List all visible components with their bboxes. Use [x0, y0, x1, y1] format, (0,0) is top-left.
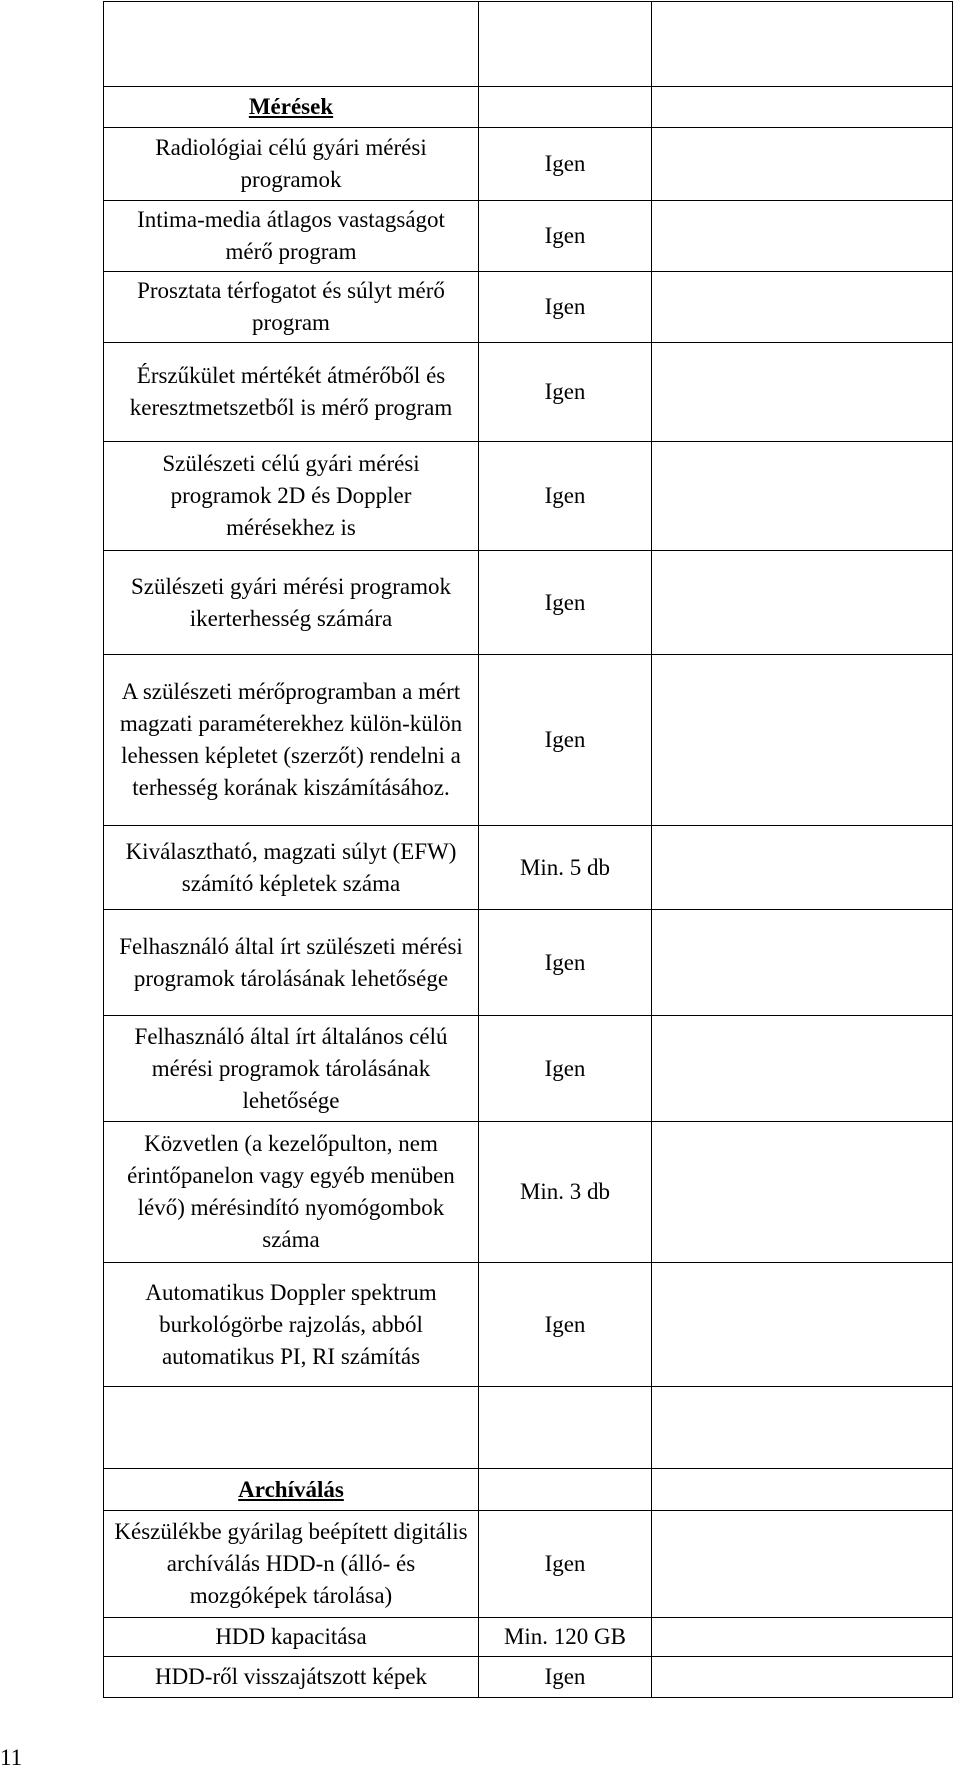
requirement-value: Igen: [479, 655, 652, 826]
requirement-value: Igen: [479, 551, 652, 655]
blank-cell: [104, 1387, 479, 1469]
blank-cell: [652, 1469, 953, 1511]
requirement-value: Igen: [479, 343, 652, 442]
blank-cell: [104, 2, 479, 87]
section-header-row: [104, 1469, 953, 1511]
table-row: [104, 442, 953, 551]
table-row: [104, 343, 953, 442]
table-row: [104, 1122, 953, 1263]
requirement-label: Prosztata térfogatot és súlyt mérő program: [104, 272, 479, 343]
table-row: [104, 1263, 953, 1387]
blank-cell: [652, 272, 953, 343]
table-row: [104, 551, 953, 655]
requirement-label: Felhasználó által írt szülészeti mérési programok tárolásának lehetősége: [104, 910, 479, 1016]
requirement-value: Igen: [479, 910, 652, 1016]
table-row: [104, 128, 953, 201]
requirement-value: Min. 5 db: [479, 826, 652, 910]
requirement-label: Érszűkület mértékét átmérőből és keresztmetszetből is mérő program: [104, 343, 479, 442]
section-title-meresek: Mérések: [104, 87, 479, 128]
blank-cell: [652, 201, 953, 272]
blank-cell: [652, 551, 953, 655]
table-row: [104, 655, 953, 826]
requirement-value: Igen: [479, 1511, 652, 1618]
blank-cell: [479, 2, 652, 87]
table-row: [104, 910, 953, 1016]
table-row: [104, 1657, 953, 1698]
requirement-label: Készülékbe gyárilag beépített digitális archíválás HDD-n (álló- és mozgóképek tárolása): [104, 1511, 479, 1618]
requirement-value: Igen: [479, 1657, 652, 1698]
blank-cell: [652, 1122, 953, 1263]
requirement-value: Igen: [479, 272, 652, 343]
blank-cell: [652, 1387, 953, 1469]
blank-cell: [479, 1469, 652, 1511]
requirement-label: Automatikus Doppler spektrum burkológörbe rajzolás, abból automatikus PI, RI számítás: [104, 1263, 479, 1387]
blank-cell: [652, 1511, 953, 1618]
table-row: [104, 1618, 953, 1657]
requirement-value: Min. 3 db: [479, 1122, 652, 1263]
table-row: [104, 1511, 953, 1618]
blank-cell: [652, 655, 953, 826]
table-row: [104, 2, 953, 87]
blank-cell: [652, 128, 953, 201]
requirement-value: Min. 120 GB: [479, 1618, 652, 1657]
section-title-archivalas: Archíválás: [104, 1469, 479, 1511]
requirement-label: Szülészeti gyári mérési programok ikerterhesség számára: [104, 551, 479, 655]
blank-cell: [652, 2, 953, 87]
table-row: [104, 201, 953, 272]
requirement-label: Intima-media átlagos vastagságot mérő program: [104, 201, 479, 272]
requirement-label: HDD kapacitása: [104, 1618, 479, 1657]
blank-cell: [652, 442, 953, 551]
requirement-label: HDD-ről visszajátszott képek: [104, 1657, 479, 1698]
blank-cell: [652, 826, 953, 910]
table-row: [104, 1387, 953, 1469]
blank-cell: [479, 1387, 652, 1469]
requirement-value: Igen: [479, 442, 652, 551]
requirement-label: A szülészeti mérőprogramban a mért magzati paraméterekhez külön-külön lehessen képletet (szerzőt) rendelni a terhesség korának kiszámításához.: [104, 655, 479, 826]
requirement-label: Radiológiai célú gyári mérési programok: [104, 128, 479, 201]
blank-cell: [652, 1618, 953, 1657]
section-header-row: [104, 87, 953, 128]
page-number: 11: [0, 1745, 23, 1770]
table-row: [104, 1016, 953, 1122]
blank-cell: [652, 1263, 953, 1387]
requirement-label: Közvetlen (a kezelőpulton, nem érintőpanelon vagy egyéb menüben lévő) mérésindító nyomógombok száma: [104, 1122, 479, 1263]
requirement-label: Felhasználó által írt általános célú mérési programok tárolásának lehetősége: [104, 1016, 479, 1122]
blank-cell: [479, 87, 652, 128]
blank-cell: [652, 1016, 953, 1122]
requirement-value: Igen: [479, 1016, 652, 1122]
blank-cell: [652, 87, 953, 128]
specification-table: [103, 1, 953, 1698]
requirement-value: Igen: [479, 1263, 652, 1387]
blank-cell: [652, 910, 953, 1016]
requirement-label: Szülészeti célú gyári mérési programok 2D és Doppler mérésekhez is: [104, 442, 479, 551]
requirement-value: Igen: [479, 201, 652, 272]
table-row: [104, 826, 953, 910]
blank-cell: [652, 1657, 953, 1698]
blank-cell: [652, 343, 953, 442]
requirement-value: Igen: [479, 128, 652, 201]
table-row: [104, 272, 953, 343]
requirement-label: Kiválasztható, magzati súlyt (EFW) számító képletek száma: [104, 826, 479, 910]
